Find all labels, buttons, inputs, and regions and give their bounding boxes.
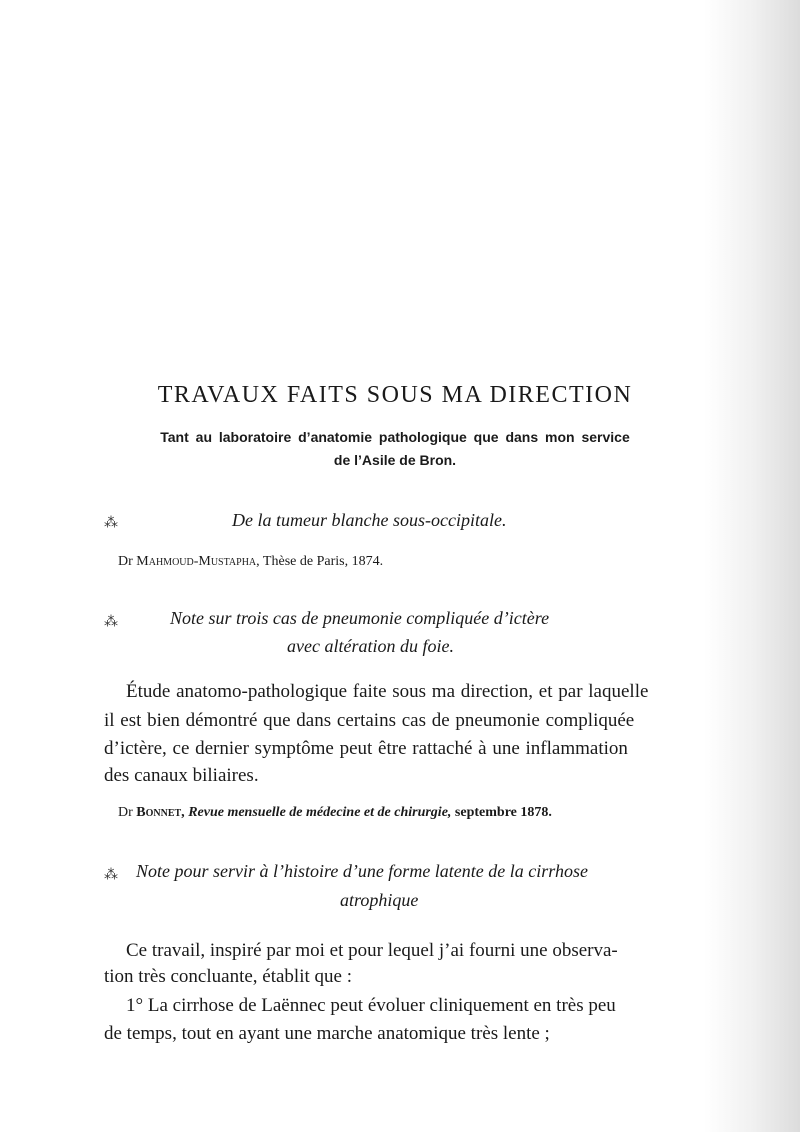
page-title: TRAVAUX FAITS SOUS MA DIRECTION xyxy=(157,382,633,408)
entry-2-heading-line-1: Note sur trois cas de pneumonie compliquée d’ictère xyxy=(170,608,550,628)
subtitle-line-1: Tant au laboratoire d’anatomie pathologique que dans mon service xyxy=(160,429,630,445)
doctor-abbrev: Dr xyxy=(118,805,133,820)
entry-2-heading-line-2: avec altération du foie. xyxy=(287,636,454,656)
entry-1-citation xyxy=(118,554,383,570)
entry-3-body-line-2: tion très concluante, établit que : xyxy=(104,966,352,987)
entry-3-heading-line-2: atrophique xyxy=(340,890,419,910)
entry-2-body-line-3: d’ictère, ce dernier symptôme peut être rattaché à une inflammation xyxy=(104,738,628,759)
section-ornament: ⁂ xyxy=(104,515,118,531)
citation-author: Mahmoud-Mustapha, xyxy=(136,554,260,569)
entry-2-body-line-4: des canaux biliaires. xyxy=(104,765,259,786)
doctor-abbrev: Dr xyxy=(118,554,133,569)
citation-author: Bonnet, xyxy=(136,805,185,820)
citation-date: septembre 1878. xyxy=(454,805,552,820)
subtitle-line-2: de l’Asile de Bron. xyxy=(333,452,457,468)
citation-source: Thèse de Paris, 1874. xyxy=(262,554,384,569)
entry-2-body-line-2: il est bien démontré que dans certains cas de pneumonie compliquée xyxy=(104,710,635,731)
entry-2-body-line-1: Étude anatomo-pathologique faite sous ma direction, et par laquelle xyxy=(126,681,649,702)
section-ornament: ⁂ xyxy=(104,867,118,883)
entry-3-body-line-4: de temps, tout en ayant une marche anatomique très lente ; xyxy=(104,1023,550,1044)
entry-3-body-line-1: Ce travail, inspiré par moi et pour lequel j’ai fourni une observa- xyxy=(126,940,618,961)
section-ornament: ⁂ xyxy=(104,614,118,630)
entry-3-heading-line-1: Note pour servir à l’histoire d’une forme latente de la cirrhose xyxy=(136,861,588,881)
entry-2-citation xyxy=(118,805,552,821)
entry-1-heading: De la tumeur blanche sous-occipitale. xyxy=(232,510,507,530)
citation-journal: Revue mensuelle de médecine et de chirurgie, xyxy=(188,805,452,820)
entry-3-body-line-3: 1° La cirrhose de Laënnec peut évoluer cliniquement en très peu xyxy=(126,995,616,1016)
